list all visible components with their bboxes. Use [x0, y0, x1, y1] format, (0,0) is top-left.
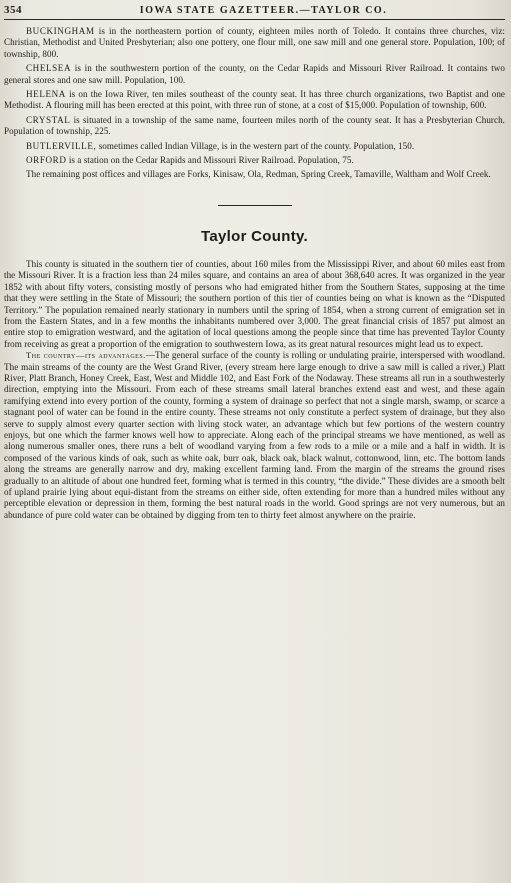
page-number: 354: [4, 4, 22, 16]
entry-buckingham: [4, 26, 505, 60]
place-name: BUCKINGHAM: [26, 26, 95, 36]
entry-text: is a station on the Cedar Rapids and Missouri River Railroad. Population, 75.: [66, 155, 354, 166]
running-header: [4, 4, 505, 20]
subsection-text: —The general surface of the county is rolling or undulating prairie, interspersed with woodland. The main streams of the county are the West Grand River, (every stream here large enough to drive a saw mill is called a river,) Platt River, Platt Branch, Honey Creek, East, West and Middle 102, and East Fork of the Nodaway. These streams all run in a southwesterly direction, emptying into the Missouri. From each of these streams small lateral branches extend east and west, and these again ramifying extend into every portion of the county, forming a system of drainage so perfect that not a single marsh, swamp, or scarce a stagnant pool of water can be found in the entire county. These streams not only constitute a perfect system of drainage, but they also serve to supply almost every quarter section with living stock water, an advantage which but few portions of the western country enjoys, but one which the farmer knows well how to appreciate. Along each of the principal streams we have mentioned, as well as along numerous smaller ones, there runs a belt of woodland varying from a few rods to a mile or a mile and a half in width. It is composed of the various kinds of oak, such as white oak, burr oak, black oak, black walnut, cottonwood, linn, etc. The bottom lands along the streams are generally narrow and dry, making excellent farming land. From the margin of the streams the ground rises gradually to an altitude of about one hundred feet, forming what is termed in this country, “the divide.” These divides are a smooth belt of upland prairie lying about equi-distant from the streams on either side, often extending for more than a hundred miles without any perceptible elevation or depression in them, forming the best natural roads in the world. Good springs are not very numerous, but an abundance of pure cold water can be obtained by digging from ten to thirty feet almost anywhere on the prairie.: [4, 350, 506, 520]
place-entries: [4, 26, 505, 181]
place-name: ORFORD: [26, 155, 67, 166]
entry-text: The remaining post offices and villages are Forks, Kinisaw, Ola, Redman, Spring Creek, Tamaville, Waltham and Wolf Creek.: [26, 169, 491, 180]
entry-text: is situated in a township of the same name, fourteen miles north of the county seat. It has a Presbyterian Church. Population of township, 225.: [4, 114, 505, 137]
place-name: HELENA: [26, 89, 66, 100]
entry-chelsea: [4, 63, 505, 86]
intro-paragraph: This county is situated in the southern tier of counties, about 160 miles from the Mississippi River, and about 60 miles east from the Missouri River. It is a fraction less than 24 miles square, and contains an area of about 368,640 acres. It was organized in the year 1852 with about fifty voters, consisting mostly of persons who had emigrated hither from the Southern States, supposing at the time that they were settling in the State of Missouri; the southern portion of this tier of counties being on what is known as the “Disputed Territory.” The population remained nearly stationary in numbers until the spring of 1854, when a strong current of emigration set in from the Eastern States, and in a few months the inhabitants numbered over 3,000. The great financial crisis of 1857 put almost an entire stop to emigration westward, and the agitation of local questions among the people since that time has prevented Taylor County from receiving as great a proportion of the emigration to southwestern Iowa, as its great natural resources might lead us to expect.: [4, 258, 505, 349]
section-body: [4, 259, 505, 521]
entry-text: is in the northeastern portion of county, eighteen miles north of Toledo. It contains three churches, viz: Christian, Methodist and United Presbyterian; also one pottery, one flour mill, one saw mill and one general store. Population, 100; of township, 800.: [4, 26, 505, 59]
entry-text: sometimes called Indian Village, is in the western part of the county. Population, 150.: [96, 140, 415, 151]
entry-butlerville: [4, 141, 505, 152]
subsection-heading: The country—its advantages.: [26, 350, 146, 361]
entry-crystal: [4, 115, 505, 138]
entry-remaining-villages: [4, 169, 505, 180]
entry-helena: [4, 89, 505, 112]
place-name: BUTLERVILLE,: [26, 140, 97, 151]
section-title: Taylor County.: [201, 227, 308, 245]
entry-text: is on the Iowa River, ten miles southeast of the county seat. It has three church organizations, two Baptist and one Methodist. A flouring mill has been erected at this point, with three run of stone, at a cost of $15,000. Population of township, 600.: [4, 89, 505, 111]
entry-orford: [4, 155, 505, 166]
running-title: IOWA STATE GAZETTEER.—TAYLOR CO.: [139, 5, 388, 16]
place-name: CHELSEA: [26, 63, 72, 74]
section-divider: [218, 205, 292, 206]
entry-text: is in the southwestern portion of the county, on the Cedar Rapids and Missouri River Railroad. It contains two general stores and one saw mill. Population, 100.: [4, 63, 505, 85]
country-paragraph: [4, 350, 505, 521]
place-name: CRYSTAL: [26, 114, 71, 125]
